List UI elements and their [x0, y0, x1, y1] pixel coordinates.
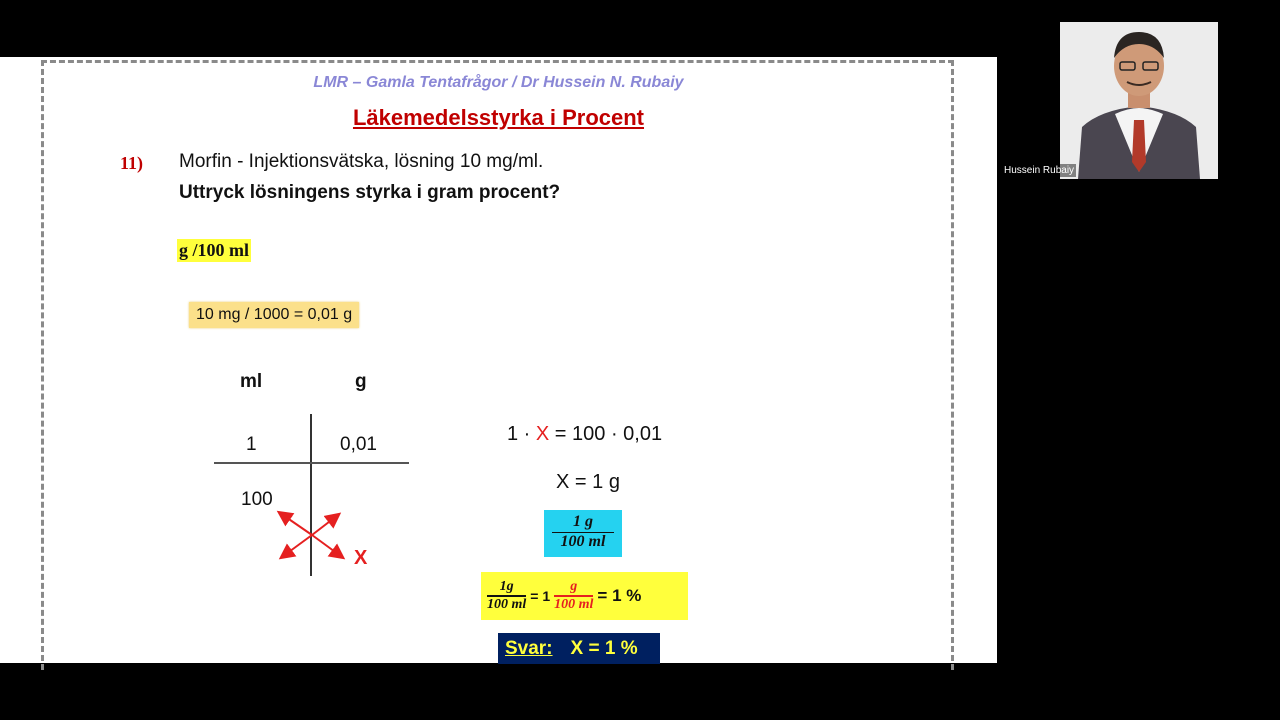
presenter-avatar	[1060, 22, 1218, 179]
webcam-participant-name: Hussein Rubaiy	[1004, 165, 1075, 176]
unit-highlight: g /100 ml	[179, 240, 249, 260]
table-cell-ml-1: 1	[246, 434, 257, 455]
equation-result: X = 1 g	[556, 471, 620, 493]
cross-multiply-arrows-icon	[272, 509, 352, 561]
presentation-slide	[0, 57, 997, 663]
answer-box	[498, 633, 660, 664]
percent-equation-box: $\frac{1g}{100 ml}$ = 1 $\frac{g}{100 ml}$ = 1 %	[481, 572, 688, 620]
equation-cross-product: 1 · X = 100 · 0,01	[507, 423, 663, 445]
table-cell-g-1: 0,01	[340, 434, 377, 455]
answer-label: Svar:	[505, 637, 553, 659]
question-prompt: Uttryck lösningens styrka i gram procent?	[179, 182, 561, 203]
question-number: 11)	[120, 153, 144, 173]
table-cell-ml-2: 100	[241, 489, 273, 510]
question-text: Morfin - Injektionsvätska, lösning 10 mg/ml.	[179, 151, 544, 172]
table-header-ml: ml	[240, 371, 263, 392]
table-horizontal-line	[214, 462, 409, 464]
answer-value: X = 1 %	[570, 637, 638, 659]
fraction-box: 1 g 100 ml	[544, 510, 622, 557]
conversion-highlight: 10 mg / 1000 = 0,01 g	[189, 302, 359, 328]
slide-title: Läkemedelsstyrka i Procent	[352, 105, 645, 130]
table-header-g: g	[355, 371, 367, 392]
slide-header: LMR – Gamla Tentafrågor / Dr Hussein N. Rubaiy	[313, 74, 684, 91]
webcam-video-tile[interactable]	[1060, 22, 1218, 179]
table-cell-unknown-x: X	[354, 547, 368, 569]
